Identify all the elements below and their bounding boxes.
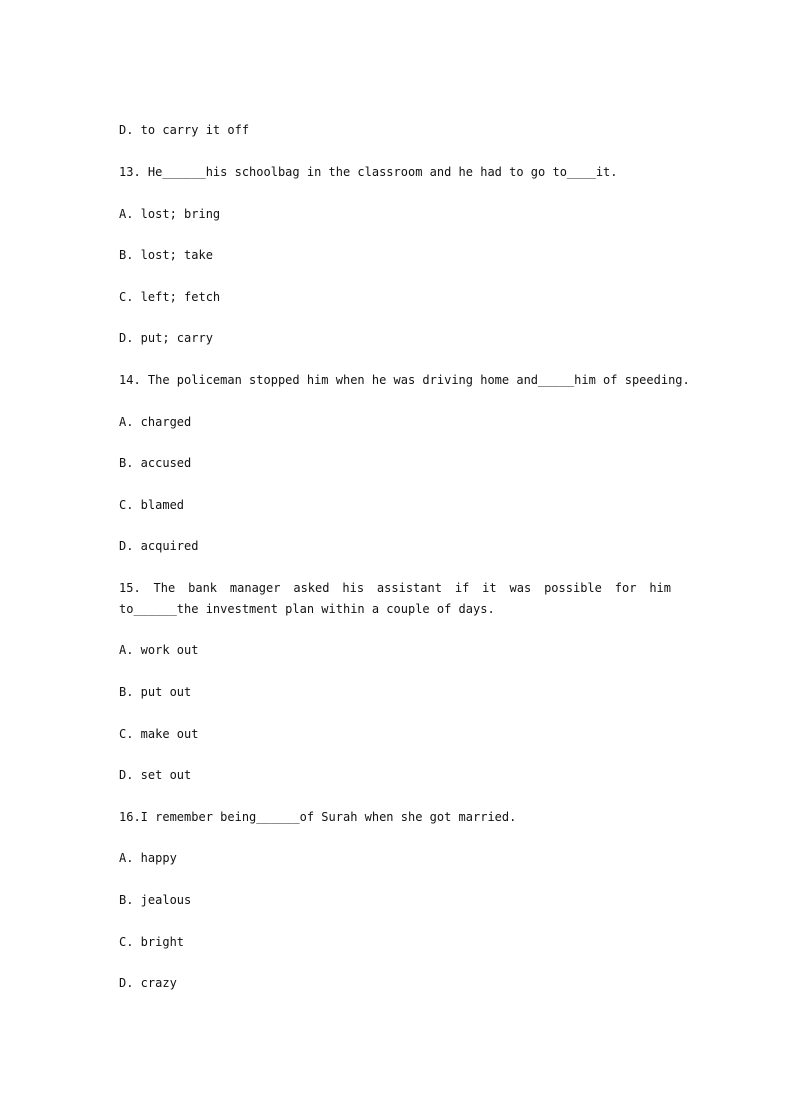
q14-option-b: B. accused: [119, 456, 192, 470]
q14-option-c: C. blamed: [119, 498, 185, 512]
q13-option-c: C. left; fetch: [119, 290, 221, 304]
q15-stem-line2: to______the investment plan within a couple of days.: [119, 602, 495, 616]
document-page: [119, 0, 690, 1119]
q15-option-b: B. put out: [119, 685, 192, 699]
q16-option-a: A. happy: [119, 851, 177, 865]
q16-option-d: D. crazy: [119, 976, 177, 990]
q16-stem: 16.I remember being______of Surah when she got married.: [119, 810, 517, 824]
q12-option-d: D. to carry it off: [119, 123, 250, 137]
q14-option-d: D. acquired: [119, 539, 199, 553]
q13-stem: 13. He______his schoolbag in the classroom and he had to go to____it.: [119, 165, 618, 179]
q15-option-a: A. work out: [119, 643, 199, 657]
q13-option-d: D. put; carry: [119, 331, 213, 345]
q15-stem-line1: 15. The bank manager asked his assistant if it was possible for him: [119, 581, 671, 595]
q13-option-a: A. lost; bring: [119, 207, 221, 221]
q16-option-c: C. bright: [119, 935, 185, 949]
q14-stem: 14. The policeman stopped him when he was driving home and_____him of speeding.: [119, 373, 690, 387]
q16-option-b: B. jealous: [119, 893, 192, 907]
q14-option-a: A. charged: [119, 415, 192, 429]
q15-option-c: C. make out: [119, 727, 199, 741]
q13-option-b: B. lost; take: [119, 248, 213, 262]
q15-option-d: D. set out: [119, 768, 192, 782]
